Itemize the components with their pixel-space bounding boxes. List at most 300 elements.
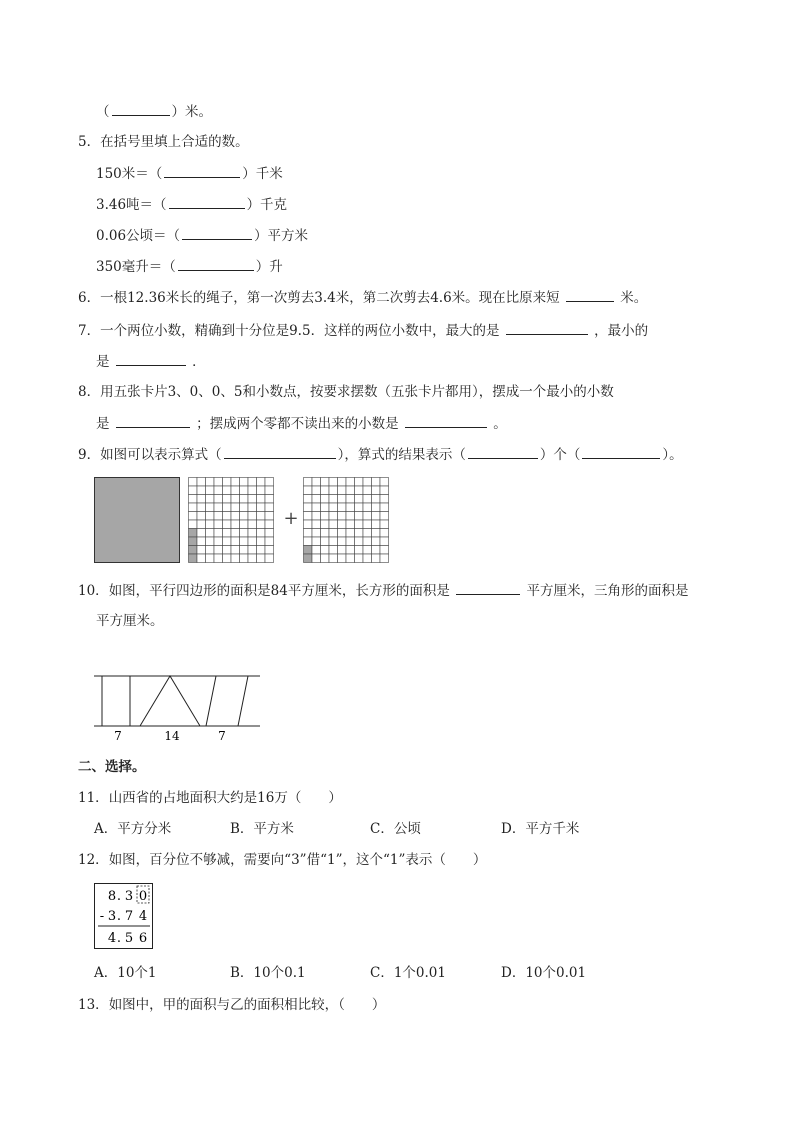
q11-number: 11． (78, 790, 109, 806)
grid-cell (312, 512, 321, 521)
grid-cell (257, 520, 266, 529)
q12-calc-figure (92, 882, 156, 950)
grid-cell (329, 537, 338, 546)
grid-cell (265, 529, 274, 538)
grid-cell (231, 554, 240, 563)
grid-cell (206, 512, 215, 521)
grid-cell (321, 554, 330, 563)
q8-text-2-start: 是 (96, 416, 110, 432)
grid-cell (355, 486, 364, 495)
grid-cell (231, 512, 240, 521)
q9-grid-right (304, 478, 389, 563)
grid-cell (214, 546, 223, 555)
grid-cell (214, 495, 223, 504)
q9-number: 9． (78, 447, 101, 463)
q12-r1-dot: . (116, 889, 122, 904)
q5-item-1-blank[interactable] (164, 163, 240, 178)
grid-cell (372, 478, 381, 487)
grid-cell (304, 503, 313, 512)
grid-cell (214, 537, 223, 546)
grid-cell (223, 486, 232, 495)
q7-max-blank[interactable] (506, 320, 588, 335)
grid-cell (189, 512, 198, 521)
grid-cell (257, 512, 266, 521)
grid-cell (304, 486, 313, 495)
grid-cell (304, 554, 313, 563)
grid-cell (265, 478, 274, 487)
grid-cell (214, 503, 223, 512)
grid-cell (329, 529, 338, 538)
grid-cell (363, 512, 372, 521)
q10-text-1: 如图，平行四边形的面积是84平方厘米，长方形的面积是 (108, 583, 450, 599)
grid-cell (265, 537, 274, 546)
q5-item-3-right: ）平方米 (254, 228, 309, 244)
grid-cell (197, 503, 206, 512)
grid-cell (321, 503, 330, 512)
q12-r1-d1: 8 (107, 889, 117, 904)
grid-cell (363, 529, 372, 538)
q5-text: 在括号里填上合适的数。 (100, 134, 249, 150)
grid-cell (257, 495, 266, 504)
grid-cell (312, 478, 321, 487)
grid-cell (338, 478, 347, 487)
grid-cell (312, 520, 321, 529)
grid-cell (240, 537, 249, 546)
q7-min-blank[interactable] (116, 351, 186, 366)
q12-row-3 (108, 931, 147, 946)
grid-cell (197, 512, 206, 521)
q7-text-1: 一个两位小数，精确到十分位是9.5．这样的两位小数中，最大的是 (100, 323, 500, 339)
q9-figure (92, 475, 392, 567)
q10-label-parallelogram: 7 (218, 729, 226, 743)
grid-cell (355, 495, 364, 504)
grid-cell (321, 512, 330, 521)
grid-cell (363, 537, 372, 546)
grid-cell (257, 529, 266, 538)
q13-question (78, 995, 385, 1015)
grid-cell (372, 546, 381, 555)
grid-cell (312, 495, 321, 504)
q7-number: 7． (78, 323, 101, 339)
grid-cell (197, 529, 206, 538)
grid-cell (346, 478, 355, 487)
grid-cell (206, 537, 215, 546)
grid-cell (338, 529, 347, 538)
grid-cell (240, 554, 249, 563)
grid-cell (363, 478, 372, 487)
grid-cell (240, 486, 249, 495)
grid-cell (265, 495, 274, 504)
grid-cell (248, 537, 257, 546)
grid-cell (248, 495, 257, 504)
grid-cell (380, 537, 389, 546)
q9-question (78, 444, 683, 465)
grid-cell (304, 520, 313, 529)
grid-cell (223, 554, 232, 563)
q12-option-b[interactable]: B．10个0.1 (230, 965, 306, 981)
q10-parallelogram (206, 676, 248, 726)
q7-question-line2 (96, 351, 206, 372)
grid-cell (321, 478, 330, 487)
q7-question-line1 (78, 320, 648, 341)
grid-cell (189, 520, 198, 529)
q10-text-1-mid: 平方厘米，三角形的面积是 (526, 583, 689, 599)
q8-text-1: 用五张卡片3、0、0、5和小数点，按要求摆数（五张卡片都用），摆成一个最小的小数 (100, 384, 614, 400)
grid-cell (321, 537, 330, 546)
q9-text-2: ），算式的结果表示（ (337, 447, 466, 463)
q5-item-4-blank[interactable] (178, 256, 254, 271)
q5-number: 5． (78, 134, 101, 150)
q7-text-2-start: 是 (96, 354, 110, 370)
q5-item-4-left: 350毫升＝（ (96, 259, 176, 275)
q12-r3-d1: 4 (107, 931, 117, 946)
grid-cell (240, 529, 249, 538)
grid-cell (214, 478, 223, 487)
grid-cell (329, 554, 338, 563)
grid-cell (380, 520, 389, 529)
q6-question (78, 287, 647, 308)
grid-cell (214, 554, 223, 563)
grid-cell (372, 520, 381, 529)
grid-cell (346, 486, 355, 495)
q5-item-3-left: 0.06公顷＝（ (96, 228, 181, 244)
q9-text-3: ）个（ (539, 447, 581, 463)
grid-cell (346, 520, 355, 529)
grid-cell (346, 554, 355, 563)
grid-cell (338, 512, 347, 521)
grid-cell (214, 520, 223, 529)
q11-option-b[interactable]: B．平方米 (230, 821, 294, 837)
grid-cell (372, 554, 381, 563)
grid-cell (265, 512, 274, 521)
q12-question (78, 850, 486, 870)
q12-r1-d2: 3 (124, 889, 134, 904)
q6-number: 6． (78, 290, 101, 306)
q12-r2-d2: 7 (124, 909, 134, 924)
q5-item-2-blank[interactable] (169, 194, 245, 209)
grid-cell (248, 546, 257, 555)
grid-cell (240, 503, 249, 512)
grid-cell (372, 537, 381, 546)
grid-cell (321, 529, 330, 538)
grid-cell (346, 529, 355, 538)
q5-question (78, 132, 249, 152)
grid-cell (355, 503, 364, 512)
q9-grid-left (189, 478, 274, 563)
q6-text: 一根12.36米长的绳子，第一次剪去3.4米，第二次剪去4.6米。现在比原来短 (100, 290, 560, 306)
grid-cell (380, 512, 389, 521)
grid-cell (304, 478, 313, 487)
grid-cell (346, 546, 355, 555)
q9-expression-blank[interactable] (224, 444, 336, 459)
grid-cell (312, 486, 321, 495)
grid-cell (248, 520, 257, 529)
q12-r1-d3: 0 (138, 889, 148, 904)
grid-cell (240, 520, 249, 529)
grid-cell (363, 554, 372, 563)
grid-cell (197, 520, 206, 529)
q5-item-1 (96, 163, 283, 184)
grid-cell (206, 503, 215, 512)
q5-item-2-right: ）千克 (246, 197, 288, 213)
q6-unit: 米。 (620, 290, 648, 306)
grid-cell (304, 546, 313, 555)
q13-text: 如图中，甲的面积与乙的面积相比较，（ ） (108, 997, 386, 1013)
grid-cell (197, 495, 206, 504)
grid-cell (363, 486, 372, 495)
q4-close-text: ）米。 (171, 104, 212, 120)
q9-plus-sign: + (283, 508, 299, 529)
q4-open-paren: （ (96, 104, 110, 120)
grid-cell (189, 529, 198, 538)
grid-cell (223, 512, 232, 521)
grid-cell (257, 546, 266, 555)
grid-cell (206, 478, 215, 487)
grid-cell (329, 546, 338, 555)
grid-cell (231, 478, 240, 487)
section-2-title: 二、选择。 (78, 759, 146, 775)
grid-cell (197, 486, 206, 495)
grid-cell (223, 537, 232, 546)
q8-number: 8． (78, 384, 101, 400)
q4-answer-line (96, 101, 212, 122)
grid-cell (206, 495, 215, 504)
grid-cell (206, 520, 215, 529)
q5-item-1-left: 150米＝（ (96, 166, 163, 182)
q10-text-2: 平方厘米。 (96, 613, 164, 629)
q5-item-4 (96, 256, 283, 277)
grid-cell (223, 503, 232, 512)
q9-text-1: 如图可以表示算式（ (100, 447, 222, 463)
q5-item-3-blank[interactable] (182, 225, 252, 240)
grid-cell (257, 537, 266, 546)
grid-cell (265, 503, 274, 512)
grid-cell (248, 512, 257, 521)
grid-cell (206, 554, 215, 563)
q5-item-3 (96, 225, 308, 246)
q12-r2-d1: 3 (107, 909, 117, 924)
q9-count-blank[interactable] (468, 444, 538, 459)
q12-row-1 (108, 889, 147, 904)
grid-cell (338, 486, 347, 495)
grid-cell (321, 546, 330, 555)
grid-cell (329, 486, 338, 495)
grid-cell (231, 529, 240, 538)
grid-cell (312, 503, 321, 512)
grid-cell (312, 537, 321, 546)
q12-number: 12． (78, 852, 109, 868)
q12-option-c[interactable]: C．1个0.01 (370, 965, 446, 981)
grid-cell (346, 503, 355, 512)
grid-cell (223, 529, 232, 538)
q12-r3-dot: . (116, 931, 122, 946)
q10-triangle (140, 676, 200, 726)
grid-cell (380, 495, 389, 504)
q8-zero-blank[interactable] (405, 413, 487, 428)
grid-cell (189, 554, 198, 563)
grid-cell (304, 512, 313, 521)
grid-cell (231, 503, 240, 512)
grid-cell (265, 554, 274, 563)
grid-cell (363, 503, 372, 512)
grid-cell (248, 503, 257, 512)
grid-cell (321, 520, 330, 529)
q10-number: 10． (78, 583, 109, 599)
grid-cell (231, 495, 240, 504)
grid-cell (355, 478, 364, 487)
q13-number: 13． (78, 997, 109, 1013)
grid-cell (304, 495, 313, 504)
grid-cell (338, 554, 347, 563)
grid-cell (372, 512, 381, 521)
grid-cell (214, 486, 223, 495)
grid-cell (206, 486, 215, 495)
q5-item-4-right: ）升 (255, 259, 283, 275)
grid-cell (197, 537, 206, 546)
grid-cell (265, 520, 274, 529)
grid-cell (223, 520, 232, 529)
grid-cell (231, 537, 240, 546)
grid-cell (329, 503, 338, 512)
grid-cell (304, 537, 313, 546)
q5-item-1-right: ）千米 (242, 166, 283, 182)
grid-cell (321, 486, 330, 495)
q12-r3-d2: 5 (124, 931, 134, 946)
grid-cell (248, 486, 257, 495)
q10-label-triangle: 14 (164, 729, 180, 743)
grid-cell (380, 478, 389, 487)
grid-cell (248, 554, 257, 563)
q10-rect-blank[interactable] (456, 580, 520, 595)
grid-cell (189, 546, 198, 555)
grid-cell (380, 486, 389, 495)
q5-item-2 (96, 194, 287, 215)
q8-question-line1 (78, 382, 614, 402)
q12-row-2 (100, 909, 147, 924)
grid-cell (231, 486, 240, 495)
grid-cell (363, 520, 372, 529)
q11-text: 山西省的占地面积大约是16万（ ） (108, 790, 342, 806)
grid-cell (346, 512, 355, 521)
grid-cell (223, 546, 232, 555)
grid-cell (189, 486, 198, 495)
grid-cell (312, 554, 321, 563)
q11-question (78, 788, 342, 808)
grid-cell (372, 503, 381, 512)
q12-r3-d3: 6 (138, 931, 148, 946)
grid-cell (338, 495, 347, 504)
grid-cell (257, 478, 266, 487)
grid-cell (206, 529, 215, 538)
grid-cell (372, 529, 381, 538)
grid-cell (231, 520, 240, 529)
grid-cell (363, 546, 372, 555)
grid-cell (189, 537, 198, 546)
grid-cell (197, 478, 206, 487)
q10-label-rect: 7 (114, 729, 122, 743)
grid-cell (189, 495, 198, 504)
grid-cell (214, 529, 223, 538)
grid-cell (363, 495, 372, 504)
grid-cell (265, 546, 274, 555)
grid-cell (338, 537, 347, 546)
grid-cell (329, 512, 338, 521)
grid-cell (312, 546, 321, 555)
grid-cell (189, 503, 198, 512)
q8-text-2-end: 。 (493, 416, 507, 432)
grid-cell (240, 478, 249, 487)
grid-cell (240, 495, 249, 504)
grid-cell (355, 520, 364, 529)
q8-question-line2 (96, 413, 507, 434)
grid-cell (304, 529, 313, 538)
grid-cell (355, 554, 364, 563)
q12-option-a[interactable]: A．10个1 (94, 965, 157, 981)
q11-option-c[interactable]: C．公顷 (370, 821, 421, 837)
grid-cell (372, 486, 381, 495)
q5-item-2-left: 3.46吨＝（ (96, 197, 167, 213)
q8-min-blank[interactable] (116, 413, 190, 428)
q12-minus-sign: - (99, 909, 105, 924)
grid-cell (197, 546, 206, 555)
grid-cell (329, 478, 338, 487)
q11-option-d[interactable]: D．平方千米 (501, 821, 580, 837)
grid-cell (338, 520, 347, 529)
q10-question-line2 (96, 611, 164, 631)
q9-full-square (95, 478, 180, 563)
grid-cell (248, 529, 257, 538)
grid-cell (380, 503, 389, 512)
grid-cell (231, 546, 240, 555)
grid-cell (355, 512, 364, 521)
q12-option-d[interactable]: D．10个0.01 (501, 965, 587, 981)
q10-figure (92, 670, 264, 744)
grid-cell (206, 546, 215, 555)
grid-cell (223, 478, 232, 487)
grid-cell (338, 546, 347, 555)
grid-cell (312, 529, 321, 538)
grid-cell (329, 520, 338, 529)
grid-cell (355, 529, 364, 538)
q10-rectangle (102, 676, 130, 726)
grid-cell (346, 537, 355, 546)
q6-blank[interactable] (566, 287, 614, 302)
q4-blank[interactable] (112, 101, 170, 116)
q7-text-1-end: ，最小的 (594, 323, 649, 339)
grid-cell (321, 495, 330, 504)
grid-cell (380, 529, 389, 538)
q9-unit-blank[interactable] (582, 444, 660, 459)
grid-cell (240, 546, 249, 555)
grid-cell (372, 495, 381, 504)
q8-text-2-mid: ；摆成两个零都不读出来的小数是 (196, 416, 399, 432)
q9-text-4: ）。 (662, 447, 683, 463)
grid-cell (214, 512, 223, 521)
q12-text: 如图，百分位不够减，需要向“3”借“1”，这个“1”表示（ ） (108, 852, 487, 868)
grid-cell (329, 495, 338, 504)
q10-question-line1 (78, 580, 688, 601)
grid-cell (265, 486, 274, 495)
grid-cell (223, 495, 232, 504)
grid-cell (197, 554, 206, 563)
q12-r2-d3: 4 (138, 909, 148, 924)
grid-cell (248, 478, 257, 487)
grid-cell (380, 546, 389, 555)
grid-cell (257, 486, 266, 495)
grid-cell (355, 546, 364, 555)
grid-cell (338, 503, 347, 512)
q11-option-a[interactable]: A．平方分米 (94, 821, 172, 837)
